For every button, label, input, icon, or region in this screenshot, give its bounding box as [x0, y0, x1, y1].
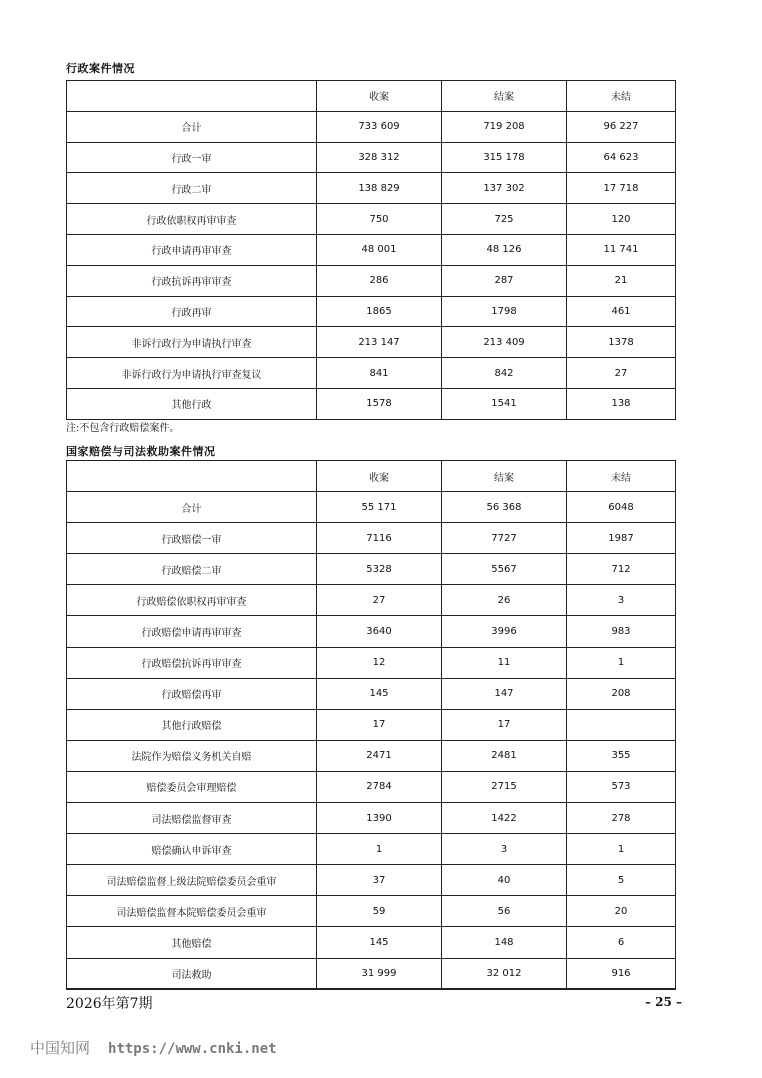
received-cell: 2471 [317, 740, 442, 771]
received-cell: 1578 [317, 388, 442, 419]
column-header-label [67, 81, 317, 112]
pending-cell: 573 [567, 771, 676, 802]
closed-cell: 56 368 [442, 492, 567, 523]
closed-cell: 32 012 [442, 958, 567, 989]
table-row [67, 265, 676, 296]
row-label: 司法救助 [67, 958, 317, 989]
table-row [67, 834, 676, 865]
row-label: 行政再审 [67, 296, 317, 327]
closed-cell: 315 178 [442, 142, 567, 173]
row-label: 赔偿确认申诉审查 [67, 834, 317, 865]
pending-cell: 138 [567, 388, 676, 419]
row-label: 行政赔偿一审 [67, 523, 317, 554]
closed-cell: 842 [442, 358, 567, 389]
table-row [67, 296, 676, 327]
closed-cell: 5567 [442, 554, 567, 585]
table-row [67, 554, 676, 585]
closed-cell: 2481 [442, 740, 567, 771]
table-row [67, 896, 676, 927]
received-cell: 12 [317, 647, 442, 678]
received-cell: 27 [317, 585, 442, 616]
received-cell: 1865 [317, 296, 442, 327]
row-label: 其他赔偿 [67, 927, 317, 958]
table-header-row [67, 461, 676, 492]
received-cell: 1390 [317, 803, 442, 834]
closed-cell: 7727 [442, 523, 567, 554]
received-cell: 48 001 [317, 234, 442, 265]
watermark-logo: 中国知网 [30, 1039, 91, 1057]
pending-cell: 120 [567, 204, 676, 235]
received-cell: 2784 [317, 771, 442, 802]
column-header-label [67, 461, 317, 492]
pending-cell: 278 [567, 803, 676, 834]
pending-cell: 1378 [567, 327, 676, 358]
compensation-cases-title: 国家赔偿与司法救助案件情况 [66, 445, 216, 458]
row-label: 行政赔偿申请再审审查 [67, 616, 317, 647]
table-row [67, 388, 676, 419]
column-header-received: 收案 [317, 461, 442, 492]
received-cell: 59 [317, 896, 442, 927]
table-row [67, 865, 676, 896]
table-row [67, 771, 676, 802]
pending-cell: 712 [567, 554, 676, 585]
cnki-watermark [30, 1037, 277, 1058]
closed-cell: 1422 [442, 803, 567, 834]
received-cell: 841 [317, 358, 442, 389]
watermark-url: https://www.cnki.net [108, 1041, 277, 1057]
row-label: 行政抗诉再审审查 [67, 265, 317, 296]
row-label: 法院作为赔偿义务机关自赔 [67, 740, 317, 771]
pending-cell: 5 [567, 865, 676, 896]
closed-cell: 11 [442, 647, 567, 678]
column-header-pending: 未结 [567, 81, 676, 112]
table-row [67, 358, 676, 389]
received-cell: 1 [317, 834, 442, 865]
row-label: 行政赔偿再审 [67, 678, 317, 709]
table-row [67, 523, 676, 554]
admin-cases-table [66, 80, 676, 420]
received-cell: 17 [317, 709, 442, 740]
table-row [67, 803, 676, 834]
received-cell: 138 829 [317, 173, 442, 204]
closed-cell: 3996 [442, 616, 567, 647]
table-row [67, 740, 676, 771]
pending-cell: 20 [567, 896, 676, 927]
row-label: 非诉行政行为申请执行审查复议 [67, 358, 317, 389]
table-row [67, 647, 676, 678]
row-label: 合计 [67, 492, 317, 523]
pending-cell: 27 [567, 358, 676, 389]
table-row [67, 204, 676, 235]
closed-cell: 213 409 [442, 327, 567, 358]
received-cell: 55 171 [317, 492, 442, 523]
table-row [67, 142, 676, 173]
received-cell: 37 [317, 865, 442, 896]
row-label: 行政申请再审审查 [67, 234, 317, 265]
pending-cell: 1987 [567, 523, 676, 554]
row-label: 司法赔偿监督上级法院赔偿委员会重审 [67, 865, 317, 896]
received-cell: 7116 [317, 523, 442, 554]
row-label: 行政二审 [67, 173, 317, 204]
pending-cell: 1 [567, 834, 676, 865]
pending-cell: 916 [567, 958, 676, 989]
table-header-row [67, 81, 676, 112]
closed-cell: 148 [442, 927, 567, 958]
row-label: 行政依职权再审审查 [67, 204, 317, 235]
row-label: 行政赔偿抗诉再审审查 [67, 647, 317, 678]
closed-cell: 17 [442, 709, 567, 740]
issue-label: 2026年第7期 [66, 996, 153, 1012]
closed-cell: 147 [442, 678, 567, 709]
pending-cell: 6048 [567, 492, 676, 523]
pending-cell: 64 623 [567, 142, 676, 173]
admin-cases-note: 注:不包含行政赔偿案件。 [66, 423, 180, 434]
pending-cell: 461 [567, 296, 676, 327]
table-row [67, 678, 676, 709]
table-row [67, 111, 676, 142]
received-cell: 286 [317, 265, 442, 296]
pending-cell: 983 [567, 616, 676, 647]
compensation-cases-table [66, 460, 676, 990]
pending-cell: 21 [567, 265, 676, 296]
received-cell: 3640 [317, 616, 442, 647]
footer-rule [66, 988, 675, 989]
pending-cell: 1 [567, 647, 676, 678]
received-cell: 145 [317, 927, 442, 958]
pending-cell: 96 227 [567, 111, 676, 142]
received-cell: 328 312 [317, 142, 442, 173]
closed-cell: 1541 [442, 388, 567, 419]
closed-cell: 719 208 [442, 111, 567, 142]
row-label: 合计 [67, 111, 317, 142]
row-label: 非诉行政行为申请执行审查 [67, 327, 317, 358]
table-row [67, 492, 676, 523]
row-label: 其他行政 [67, 388, 317, 419]
pending-cell [567, 709, 676, 740]
pending-cell: 3 [567, 585, 676, 616]
row-label: 行政一审 [67, 142, 317, 173]
row-label: 司法赔偿监督审查 [67, 803, 317, 834]
received-cell: 145 [317, 678, 442, 709]
received-cell: 733 609 [317, 111, 442, 142]
table-row [67, 234, 676, 265]
received-cell: 5328 [317, 554, 442, 585]
pending-cell: 355 [567, 740, 676, 771]
page-number: – 25 – [644, 995, 682, 1009]
admin-cases-title: 行政案件情况 [66, 62, 135, 75]
row-label: 行政赔偿二审 [67, 554, 317, 585]
table-row [67, 927, 676, 958]
received-cell: 213 147 [317, 327, 442, 358]
closed-cell: 2715 [442, 771, 567, 802]
pending-cell: 11 741 [567, 234, 676, 265]
pending-cell: 208 [567, 678, 676, 709]
closed-cell: 287 [442, 265, 567, 296]
closed-cell: 137 302 [442, 173, 567, 204]
received-cell: 31 999 [317, 958, 442, 989]
row-label: 行政赔偿依职权再审审查 [67, 585, 317, 616]
column-header-closed: 结案 [442, 461, 567, 492]
closed-cell: 725 [442, 204, 567, 235]
closed-cell: 56 [442, 896, 567, 927]
closed-cell: 3 [442, 834, 567, 865]
row-label: 赔偿委员会审理赔偿 [67, 771, 317, 802]
table-row [67, 327, 676, 358]
table-row [67, 585, 676, 616]
table-row [67, 709, 676, 740]
row-label: 司法赔偿监督本院赔偿委员会重审 [67, 896, 317, 927]
closed-cell: 48 126 [442, 234, 567, 265]
table-row [67, 616, 676, 647]
received-cell: 750 [317, 204, 442, 235]
table-row [67, 173, 676, 204]
pending-cell: 6 [567, 927, 676, 958]
column-header-closed: 结案 [442, 81, 567, 112]
closed-cell: 26 [442, 585, 567, 616]
closed-cell: 1798 [442, 296, 567, 327]
column-header-pending: 未结 [567, 461, 676, 492]
closed-cell: 40 [442, 865, 567, 896]
pending-cell: 17 718 [567, 173, 676, 204]
table-row [67, 958, 676, 989]
row-label: 其他行政赔偿 [67, 709, 317, 740]
column-header-received: 收案 [317, 81, 442, 112]
